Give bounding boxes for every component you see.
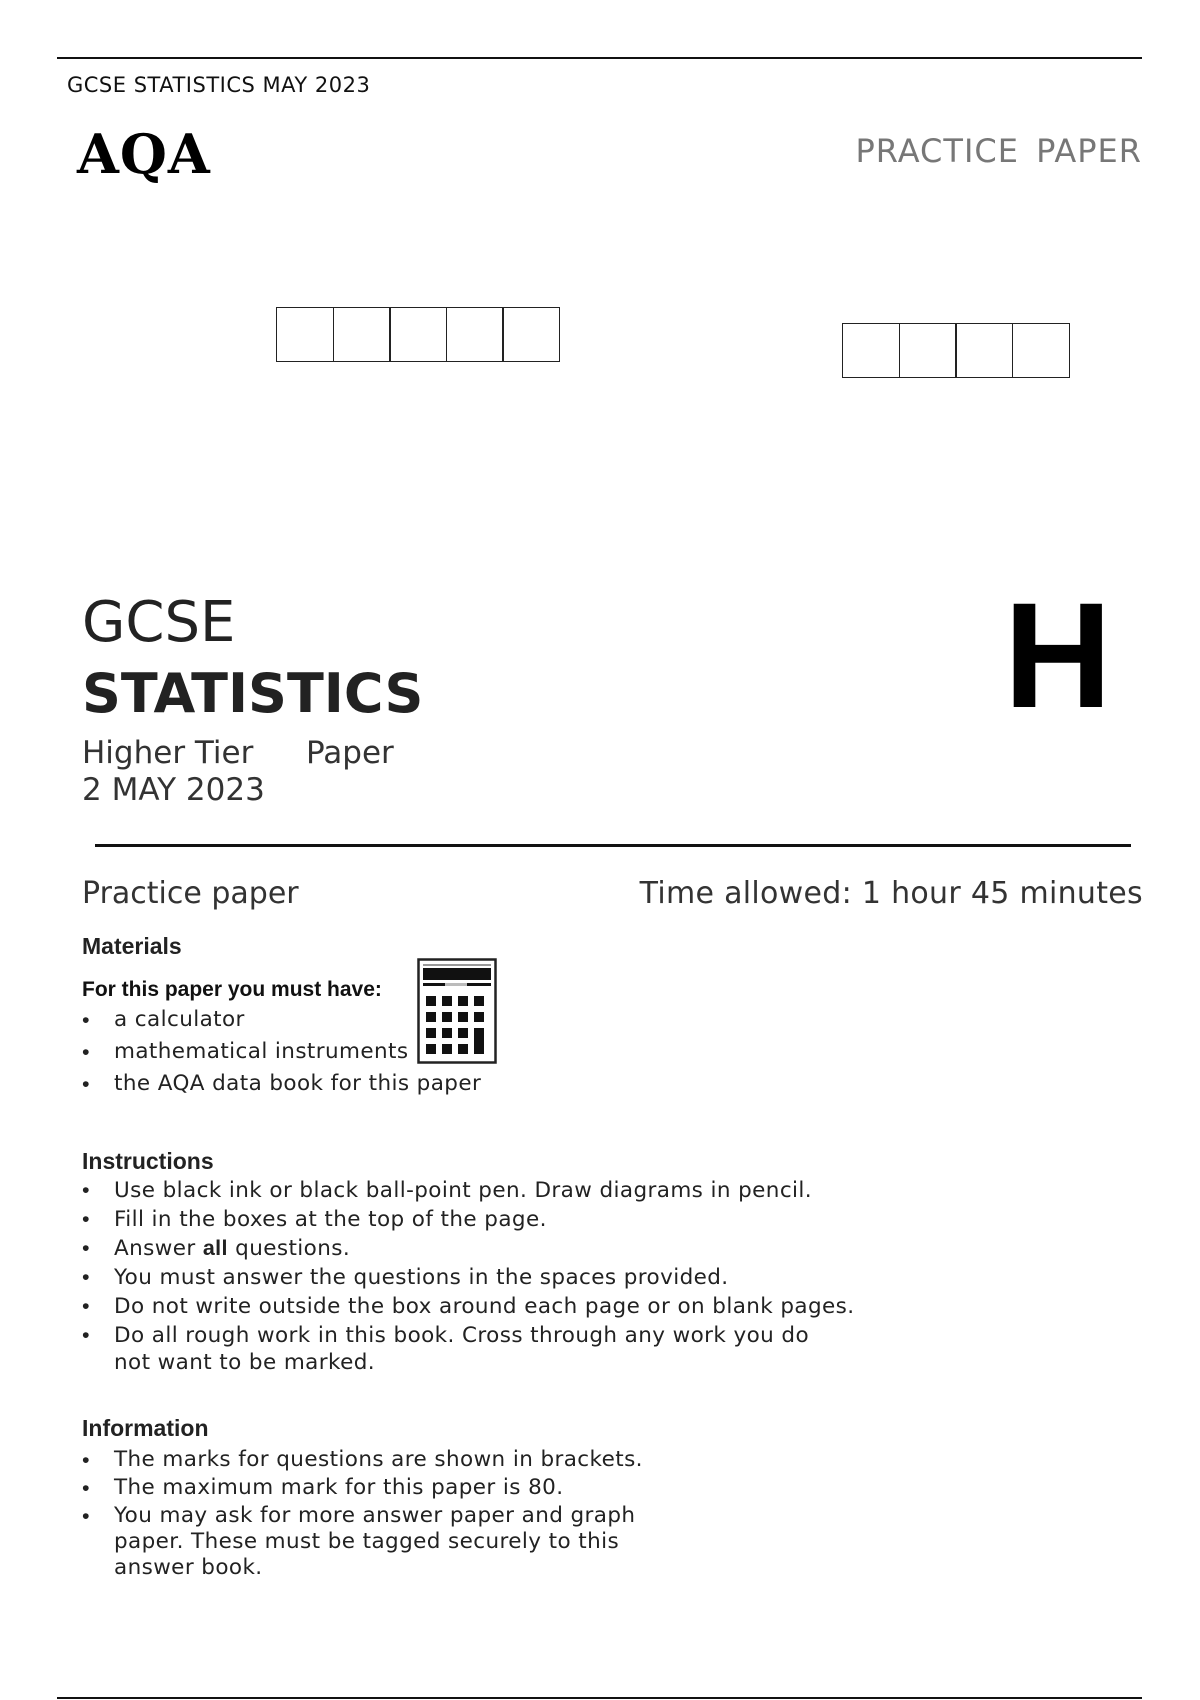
paper-label: Paper <box>306 735 394 771</box>
tier-letter: H <box>1003 571 1112 739</box>
instructions-heading: Instructions <box>82 1148 214 1174</box>
bullet: • <box>82 1323 90 1347</box>
bottom-rule <box>57 1697 1142 1699</box>
title-divider <box>95 844 1131 847</box>
qualification-title: GCSE <box>82 590 236 655</box>
list-item <box>82 1503 652 1581</box>
bullet: • <box>82 1178 90 1202</box>
materials-subheading: For this paper you must have: <box>82 978 382 1001</box>
list-item <box>82 1264 882 1291</box>
bullet: • <box>82 1236 90 1260</box>
instruction-item: Do not write outside the box around each page or on blank pages. <box>114 1294 855 1319</box>
list-item <box>82 1322 814 1376</box>
bullet: • <box>82 1504 90 1528</box>
instruction-item: You must answer the questions in the spaces provided. <box>114 1265 729 1290</box>
centre-number-box[interactable] <box>333 307 391 362</box>
subject-title: STATISTICS <box>82 662 424 725</box>
aqa-logo: AQA <box>77 122 211 186</box>
information-item: The maximum mark for this paper is 80. <box>114 1475 564 1500</box>
information-list <box>82 1447 652 1583</box>
tier-label: Higher Tier <box>82 735 254 771</box>
material-item: the AQA data book for this paper <box>114 1071 482 1096</box>
top-rule <box>57 57 1142 59</box>
bullet: • <box>82 1207 90 1231</box>
calculator-icon <box>417 958 497 1068</box>
candidate-number-box[interactable] <box>899 323 957 378</box>
paper-type: Practice paper <box>82 876 299 911</box>
information-item: The marks for questions are shown in brackets. <box>114 1447 643 1472</box>
bullet: • <box>82 1476 90 1500</box>
centre-number-box[interactable] <box>276 307 334 362</box>
bullet: • <box>82 1072 90 1096</box>
bullet: • <box>82 1265 90 1289</box>
information-item: You may ask for more answer paper and graph paper. These must be tagged securely to this answer book. <box>114 1503 636 1580</box>
instruction-item <box>114 1236 350 1261</box>
candidate-number-box[interactable] <box>1012 323 1070 378</box>
instruction-item: Fill in the boxes at the top of the page. <box>114 1207 547 1232</box>
list-item <box>82 1475 652 1501</box>
list-item <box>82 1293 882 1320</box>
list-item <box>82 1447 652 1473</box>
materials-heading: Materials <box>82 933 182 959</box>
bullet: • <box>82 1294 90 1318</box>
candidate-number-box[interactable] <box>955 323 1013 378</box>
running-title: GCSE STATISTICS MAY 2023 <box>67 73 371 97</box>
list-item <box>82 1206 882 1233</box>
centre-number-box[interactable] <box>389 307 447 362</box>
time-allowed: Time allowed: 1 hour 45 minutes <box>639 876 1143 911</box>
list-item <box>82 1235 882 1262</box>
bullet: • <box>82 1008 90 1032</box>
practice-paper-label: PRACTICE PAPER <box>855 132 1142 170</box>
centre-number-box[interactable] <box>446 307 504 362</box>
candidate-number-boxes[interactable] <box>842 323 1070 378</box>
instruction-text: Answer <box>114 1236 203 1261</box>
material-item: a calculator <box>114 1007 245 1032</box>
instructions-list <box>82 1177 882 1378</box>
list-item <box>82 1177 882 1204</box>
centre-number-boxes[interactable] <box>276 307 560 362</box>
instruction-text: questions. <box>227 1236 351 1261</box>
information-heading: Information <box>82 1415 209 1441</box>
instruction-item: Use black ink or black ball-point pen. Draw diagrams in pencil. <box>114 1178 813 1203</box>
instruction-item: Do all rough work in this book. Cross through any work you do not want to be marked. <box>114 1323 810 1375</box>
bullet: • <box>82 1040 90 1064</box>
candidate-number-box[interactable] <box>842 323 900 378</box>
instruction-emphasis: all <box>202 1236 228 1260</box>
material-item: mathematical instruments <box>114 1039 409 1064</box>
bullet: • <box>82 1448 90 1472</box>
exam-date: 2 MAY 2023 <box>82 772 265 808</box>
list-item <box>82 1068 481 1100</box>
centre-number-box[interactable] <box>502 307 560 362</box>
